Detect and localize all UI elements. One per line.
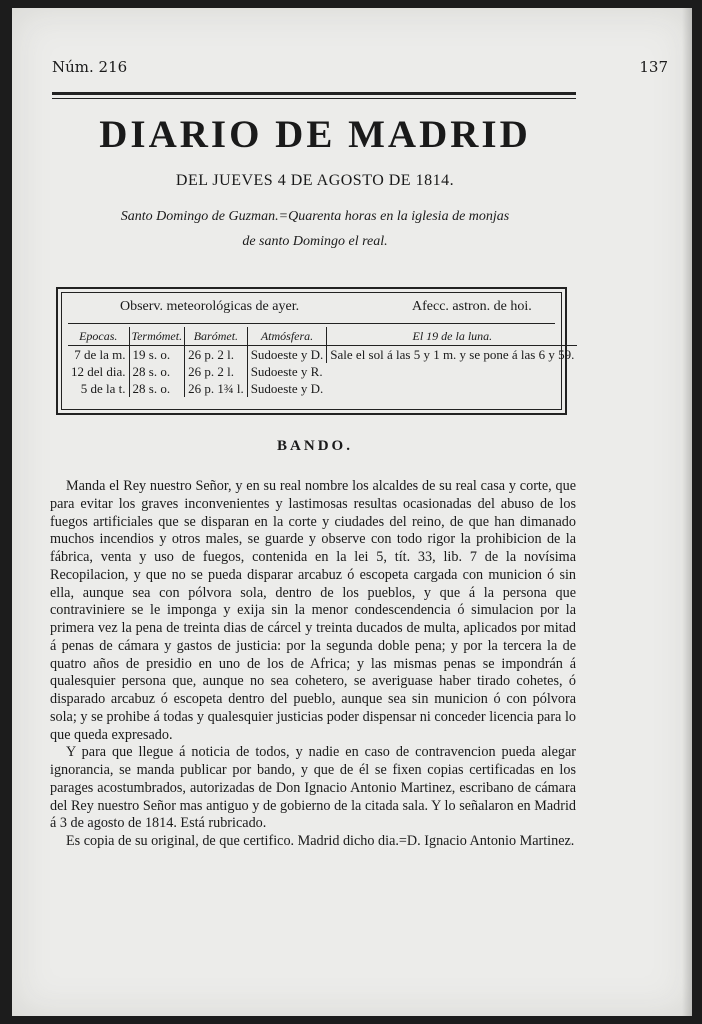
article-body: [50, 478, 576, 851]
weather-observations-box: [56, 287, 575, 415]
moon-text: Sale el sol á las 5 y 1 m. y se pone á las 6 y 59.: [330, 347, 575, 362]
saint-line: de santo Domingo el real.: [242, 234, 388, 249]
dateline: DEL JUEVES 4 DE AGOSTO DE 1814.: [175, 172, 455, 189]
cell-epoca: 5 de la t.: [68, 380, 129, 397]
newspaper-page: [12, 8, 692, 1016]
header-rule-thin: [52, 98, 576, 99]
weather-row: [68, 346, 577, 364]
weather-table: [68, 327, 577, 397]
header-rule-thick: [52, 92, 576, 95]
cell-atmosfera: Sudoeste y D.: [247, 346, 327, 364]
cell-atmosfera: Sudoeste y R.: [250, 364, 323, 379]
paragraph: Es copia de su original, de que certifico. Madrid dicho dia.=D. Ignacio Antonio Martinez.: [66, 833, 575, 849]
cell-barometro: 26 p. 1¾ l.: [185, 380, 248, 397]
paragraph: Y para que llegue á noticia de todos, y nadie en caso de contravencion pueda alegar ignorancia, se manda publicar por bando, y que de él se fixen copias certificadas en los parages acostumbrados, autorizadas de Don Ignacio Antonio Martinez, escribano de cámara del Rey nuestro Señor mas antiguo y de gobierno de la citada sala. Y lo señalaron en Madrid á 3 de agosto de 1814. Está rubricado.: [50, 744, 576, 832]
cell-epoca: 7 de la m.: [68, 346, 129, 364]
issue-number: Núm. 216: [52, 58, 128, 76]
page-edge-shadow: [682, 8, 692, 1016]
paragraph: Manda el Rey nuestro Señor, y en su real nombre los alcaldes de su real casa y corte, que para evitar los graves inconvenientes y lastimosas resultas ocasionadas del abuso de los fuegos artificiales que se disparan en la corte y ciudades del reino, de que han dimanado muchos incendios y otros males, se guarde y observe con todo rigor la prohibicion de la fábrica, venta y uso de fuegos, contenida en la lei 5, tít. 33, lib. 7 de la novísima Recopilacion, y que no se pueda disparar arcabuz ó escopeta cargada con municion ó sin ella, aunque sea con pólvora sola, dentro de los pueblos, y que á la persona que contraviniere se le imponga y exija sin la menor condescendencia ó simulacion por la primera vez la pena de treinta dias de cárcel y treinta ducados de multa, aplicados por mitad á penas de cámara y gastos de justicia: por la segunda doble pena; y por la tercera la de quatro años de presidio en uno de los de Africa; y las mismas penas se impondrán á qualesquier persona que, aunque no sea cohetero, se averiguase haber tirado cohetes, ó disparado arcabuz ó escopeta dentro del pueblo, aunque sea sin municion ó con pólvora sola; y se prohibe á todas y qualesquier justicias poder dispensar ni conceder licencia para lo que queda expresado.: [50, 478, 576, 743]
cell-termometro: 19 s. o.: [129, 346, 185, 364]
cell-barometro: 26 p. 2 l.: [185, 363, 248, 380]
col-luna: El 19 de la luna.: [327, 327, 578, 346]
cell-barometro: 26 p. 2 l.: [185, 346, 248, 364]
cell-atmosfera: Sudoeste y D.: [250, 381, 324, 396]
weather-title-right: Afecc. astron. de hoi.: [412, 299, 532, 314]
weather-divider: [68, 323, 555, 324]
section-title: BANDO.: [277, 438, 353, 454]
saint-line: Santo Domingo de Guzman.=Quarenta horas en la iglesia de monjas: [120, 209, 510, 224]
page-header: [52, 58, 668, 76]
weather-inner-frame: [61, 292, 575, 410]
col-termometro: Termómet.: [129, 327, 185, 346]
page-number: 137: [639, 58, 668, 76]
cell-termometro: 28 s. o.: [129, 380, 185, 397]
cell-termometro: 28 s. o.: [129, 363, 185, 380]
weather-heading: [62, 299, 561, 319]
col-barometro: Barómet.: [185, 327, 248, 346]
col-atmosfera: Atmósfera.: [247, 327, 327, 346]
saint-of-day: [68, 204, 562, 254]
cell-epoca: 12 del dia.: [68, 363, 129, 380]
weather-title-left: Observ. meteorológicas de ayer.: [120, 299, 300, 314]
weather-header-row: [68, 327, 577, 346]
masthead-title: DIARIO DE MADRID: [99, 113, 531, 156]
col-epocas: Epocas.: [68, 327, 129, 346]
